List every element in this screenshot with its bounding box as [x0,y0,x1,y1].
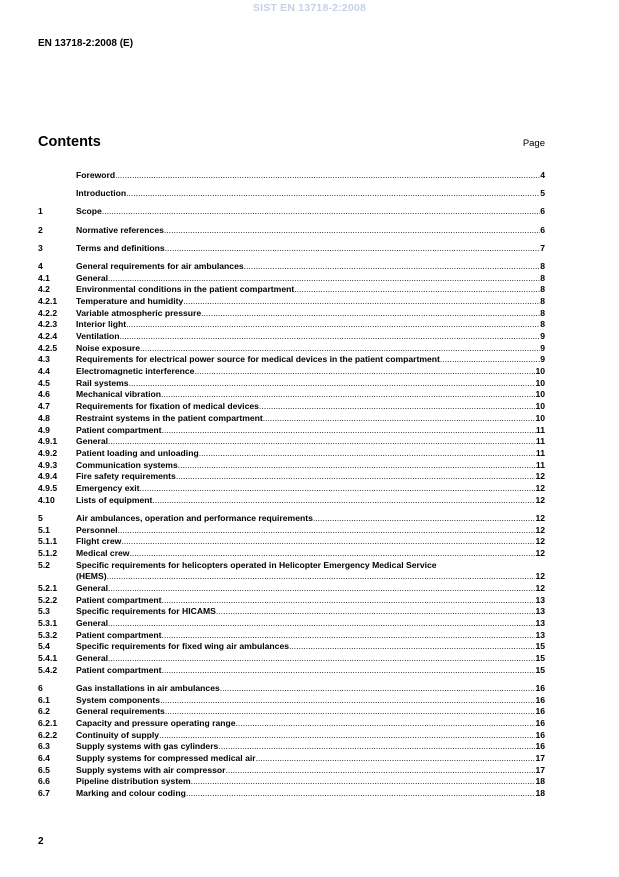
toc-entry-title: Patient compartment [76,424,162,435]
toc-entry[interactable] [38,331,545,343]
toc-entry[interactable] [38,630,545,642]
toc-entry-title: Supply systems with gas cylinders [76,741,219,752]
toc-entry-number: 4.9 [38,424,50,435]
toc-entry-page: 16 [535,694,545,705]
toc-entry-page: 10 [535,366,545,377]
toc-leader-dots [226,765,536,777]
toc-entry-number: 6.2.2 [38,729,58,740]
toc-entry[interactable] [38,343,545,355]
toc-entry-number: 1 [38,206,43,217]
toc-entry-title: Temperature and humidity [76,295,184,306]
toc-entry-title: General [76,436,109,447]
toc-entry[interactable] [38,606,545,618]
toc-leader-dots [216,606,536,618]
toc-entry-page: 16 [535,741,545,752]
toc-leader-dots [108,653,535,665]
toc-entry[interactable] [38,366,545,378]
toc-entry-number: 4.10 [38,494,55,505]
page-number: 2 [38,836,44,847]
toc-entry-page: 12 [535,524,545,535]
toc-entry[interactable] [38,448,545,460]
toc-entry[interactable] [38,273,545,285]
toc-leader-dots [161,630,535,642]
toc-entry-page: 12 [535,582,545,593]
toc-leader-dots [220,683,536,695]
toc-leader-dots [119,331,540,343]
toc-entry[interactable] [38,436,545,448]
toc-entry-page: 12 [535,512,545,523]
toc-entry-title: Introduction [76,188,127,199]
toc-leader-dots [289,641,535,653]
toc-entry[interactable] [38,390,545,402]
toc-entry-title: Specific requirements for helicopters operated in Helicopter Emergency Medical Service [76,559,437,570]
toc-leader-dots [263,413,536,425]
toc-leader-dots [218,741,535,753]
watermark: SIST EN 13718-2:2008 [252,2,367,14]
toc-entry-number: 4.7 [38,401,50,412]
page-title: Contents [38,134,101,150]
toc-entry[interactable] [38,471,545,483]
toc-entry-page: 13 [535,618,545,629]
toc-leader-dots [161,665,535,677]
toc-entry-title: Restraint systems in the patient compartment [76,412,263,423]
toc-leader-dots [159,730,535,742]
toc-entry-title: Specific requirements for fixed wing air ambulances [76,641,289,652]
toc-leader-dots [126,188,540,200]
toc-entry-continuation[interactable] [38,571,545,583]
toc-entry-title: Specific requirements for HICAMS [76,606,216,617]
toc-entry-title: Foreword [76,169,116,180]
toc-entry[interactable] [38,741,545,753]
toc-entry-page: 5 [540,188,545,199]
toc-leader-dots [244,261,541,273]
toc-leader-dots [259,401,536,413]
toc-entry-page: 17 [535,764,545,775]
toc-entry-page: 16 [535,718,545,729]
toc-entry-number: 4.2 [38,284,50,295]
toc-entry-title: General requirements [76,706,165,717]
toc-leader-dots [160,695,535,707]
toc-entry-title: Personnel [76,524,118,535]
toc-entry[interactable] [38,765,545,777]
toc-leader-dots [102,206,540,218]
document-id: EN 13718-2:2008 (E) [38,38,134,49]
toc-entry-page: 12 [535,482,545,493]
toc-entry-title: Ventilation [76,331,120,342]
toc-entry-number: 5.1.1 [38,536,58,547]
toc-leader-dots [129,378,536,390]
toc-entry[interactable] [38,641,545,653]
toc-leader-dots [164,225,540,237]
toc-entry-page: 9 [540,342,545,353]
toc-entry-page: 15 [535,641,545,652]
toc-leader-dots [115,170,540,182]
toc-entry-number: 2 [38,224,43,235]
toc-entry-title: Noise exposure [76,342,140,353]
toc-leader-dots [194,366,535,378]
toc-entry-title: Patient compartment [76,664,162,675]
toc-entry-number: 5.3.1 [38,618,58,629]
toc-leader-dots [118,525,536,537]
toc-entry-page: 9 [540,331,545,342]
toc-entry-number: 5.3 [38,606,50,617]
toc-leader-dots [161,425,535,437]
toc-entry-page: 7 [540,242,545,253]
toc-entry-number: 4.2.4 [38,331,58,342]
table-of-contents [38,170,545,800]
toc-leader-dots [199,448,536,460]
toc-entry-title: Patient compartment [76,629,162,640]
toc-entry-page: 11 [535,436,545,447]
toc-entry-number: 4.2.2 [38,307,58,318]
toc-leader-dots [313,513,536,525]
toc-entry[interactable] [38,354,545,366]
toc-entry-title: Mechanical vibration [76,389,162,400]
toc-entry-number: 4.6 [38,389,50,400]
toc-entry-title: General requirements for air ambulances [76,260,244,271]
toc-entry-page: 16 [535,682,545,693]
toc-entry-title: Supply systems for compressed medical air [76,753,256,764]
toc-entry[interactable] [38,706,545,718]
toc-leader-dots [130,548,536,560]
toc-entry[interactable] [38,413,545,425]
toc-entry-page: 10 [535,389,545,400]
toc-entry-title: Capacity and pressure operating range [76,718,236,729]
toc-entry-page: 8 [540,284,545,295]
toc-entry-title: Normative references [76,224,164,235]
toc-entry-page: 10 [535,412,545,423]
toc-entry-title: Environmental conditions in the patient compartment [76,284,295,295]
toc-entry-title: Marking and colour coding [76,788,186,799]
toc-entry-number: 4.2.1 [38,295,58,306]
toc-entry[interactable] [38,460,545,472]
toc-leader-dots [161,595,535,607]
toc-leader-dots [256,753,536,765]
toc-entry-number: 4.2.3 [38,319,58,330]
toc-entry-number: 4.8 [38,412,50,423]
toc-entry[interactable] [38,261,545,273]
toc-entry-number: 6.6 [38,776,50,787]
page-column-label: Page [522,138,545,149]
toc-entry-page: 15 [535,664,545,675]
toc-entry-page: 8 [540,295,545,306]
toc-entry-number: 4.9.5 [38,482,58,493]
toc-entry-number: 5.4.2 [38,664,58,675]
toc-entry[interactable] [38,730,545,742]
toc-entry-number: 6.2 [38,706,50,717]
toc-entry-page: 8 [540,260,545,271]
toc-entry-page: 18 [535,788,545,799]
toc-entry-title: Rail systems [76,377,129,388]
toc-leader-dots [165,243,541,255]
toc-entry[interactable] [38,243,545,255]
toc-entry-number: 5.2.2 [38,594,58,605]
toc-entry-title: Medical crew [76,547,130,558]
toc-entry-page: 11 [535,447,545,458]
toc-entry-page: 12 [535,547,545,558]
toc-entry-title: Lists of equipment [76,494,153,505]
toc-entry-title: General [76,618,109,629]
toc-leader-dots [140,483,536,495]
toc-leader-dots [201,308,540,320]
toc-entry[interactable] [38,536,545,548]
toc-entry-page: 12 [535,494,545,505]
toc-entry-title: Emergency exit [76,482,140,493]
toc-entry-title: Gas installations in air ambulances [76,682,220,693]
toc-entry[interactable] [38,548,545,560]
toc-entry-number: 6.4 [38,753,50,764]
toc-entry[interactable] [38,683,545,695]
toc-entry-page: 8 [540,272,545,283]
toc-entry-title: Patient loading and unloading [76,447,199,458]
toc-entry[interactable] [38,188,545,200]
toc-entry-number: 6.3 [38,741,50,752]
toc-entry-number: 6.2.1 [38,718,58,729]
toc-entry-page: 8 [540,319,545,330]
toc-entry-title: System components [76,694,161,705]
toc-entry[interactable] [38,495,545,507]
toc-entry-number: 5.4 [38,641,50,652]
toc-leader-dots [126,319,540,331]
toc-entry-page: 11 [535,424,545,435]
toc-entry[interactable] [38,513,545,525]
toc-entry[interactable] [38,378,545,390]
toc-entry[interactable] [38,718,545,730]
toc-leader-dots [140,343,540,355]
toc-leader-dots [186,788,536,800]
toc-leader-dots [236,718,536,730]
toc-entry-number: 4.9.4 [38,471,58,482]
toc-entry[interactable] [38,483,545,495]
toc-entry-title: Patient compartment [76,594,162,605]
toc-entry[interactable] [38,425,545,437]
toc-entry-page: 15 [535,653,545,664]
toc-entry-title: Pipeline distribution system [76,776,191,787]
toc-entry[interactable] [38,777,545,789]
toc-entry-number: 4.2.5 [38,342,58,353]
toc-entry-page: 12 [535,536,545,547]
toc-entry[interactable] [38,665,545,677]
toc-entry-number: 4.9.3 [38,459,58,470]
toc-entry-title: Requirements for electrical power source for medical devices in the patient compartment [76,354,440,365]
toc-entry-number: 6.5 [38,764,50,775]
toc-entry[interactable] [38,296,545,308]
toc-entry[interactable] [38,319,545,331]
toc-entry-page: 6 [540,206,545,217]
toc-entry-title: Variable atmospheric pressure [76,307,202,318]
toc-entry-page: 10 [535,377,545,388]
toc-leader-dots [108,583,535,595]
toc-entry[interactable] [38,225,545,237]
toc-entry-title: General [76,582,109,593]
toc-entry-page: 4 [540,169,545,180]
toc-entry-page: 8 [540,307,545,318]
toc-entry[interactable] [38,653,545,665]
toc-leader-dots [108,618,535,630]
toc-entry[interactable] [38,206,545,218]
toc-entry-page: 16 [535,706,545,717]
toc-entry-title: Air ambulances, operation and performance requirements [76,512,313,523]
toc-entry[interactable] [38,401,545,413]
toc-entry-title: Flight crew [76,536,122,547]
toc-entry[interactable] [38,595,545,607]
toc-entry[interactable] [38,695,545,707]
toc-leader-dots [108,273,540,285]
toc-entry[interactable] [38,170,545,182]
toc-entry-page: 13 [535,606,545,617]
toc-entry[interactable] [38,753,545,765]
toc-entry-number: 4 [38,260,43,271]
toc-entry-title: General [76,653,109,664]
toc-entry-number: 4.3 [38,354,50,365]
toc-leader-dots [178,460,536,472]
toc-entry[interactable] [38,308,545,320]
toc-entry-number: 4.9.2 [38,447,58,458]
toc-entry-page: 10 [535,401,545,412]
toc-entry[interactable] [38,525,545,537]
toc-leader-dots [440,354,540,366]
toc-entry[interactable] [38,618,545,630]
toc-entry-page: 12 [535,471,545,482]
toc-entry-number: 6 [38,682,43,693]
toc-entry-page: 18 [535,776,545,787]
toc-entry-number: 4.4 [38,366,50,377]
toc-leader-dots [191,776,536,788]
toc-entry-number: 5.4.1 [38,653,58,664]
toc-entry-title-continued: (HEMS) [76,571,107,582]
toc-entry-number: 4.1 [38,272,50,283]
toc-entry-number: 4.5 [38,377,50,388]
toc-entry-title: Electromagnetic interference [76,366,195,377]
toc-entry-title: Continuity of supply [76,729,160,740]
toc-leader-dots [152,495,535,507]
toc-entry-number: 5 [38,512,43,523]
toc-entry-title: General [76,272,109,283]
toc-entry[interactable] [38,284,545,296]
toc-entry-number: 4.9.1 [38,436,58,447]
toc-entry-page: 13 [535,594,545,605]
toc-entry-page: 17 [535,753,545,764]
toc-entry-number: 5.3.2 [38,629,58,640]
toc-entry-number: 5.2 [38,559,50,570]
toc-leader-dots [176,471,536,483]
toc-entry-page: 9 [540,354,545,365]
toc-entry-number: 5.1.2 [38,547,58,558]
toc-entry-page: 6 [540,224,545,235]
toc-entry-page: 13 [535,629,545,640]
toc-leader-dots [107,571,536,583]
toc-leader-dots [161,389,535,401]
toc-entry-number: 5.2.1 [38,582,58,593]
toc-entry-number: 6.1 [38,694,50,705]
toc-entry-title: Interior light [76,319,127,330]
toc-leader-dots [183,296,540,308]
toc-entry-title: Communication systems [76,459,178,470]
toc-entry-title: Terms and definitions [76,242,165,253]
toc-entry-title: Supply systems with air compressor [76,764,226,775]
toc-entry-page: 11 [535,459,545,470]
toc-entry-number: 3 [38,242,43,253]
toc-leader-dots [294,284,540,296]
toc-leader-dots [165,706,536,718]
toc-entry-title: Requirements for fixation of medical devices [76,401,259,412]
toc-entry-title: Fire safety requirements [76,471,176,482]
toc-entry-page: 12 [535,571,545,582]
toc-entry-title: Scope [76,206,102,217]
toc-entry-number: 6.7 [38,788,50,799]
toc-entry-page: 16 [535,729,545,740]
toc-entry[interactable] [38,583,545,595]
toc-entry[interactable] [38,788,545,800]
toc-leader-dots [108,436,536,448]
toc-entry[interactable] [38,560,545,572]
toc-leader-dots [121,536,535,548]
toc-entry-number: 5.1 [38,524,50,535]
